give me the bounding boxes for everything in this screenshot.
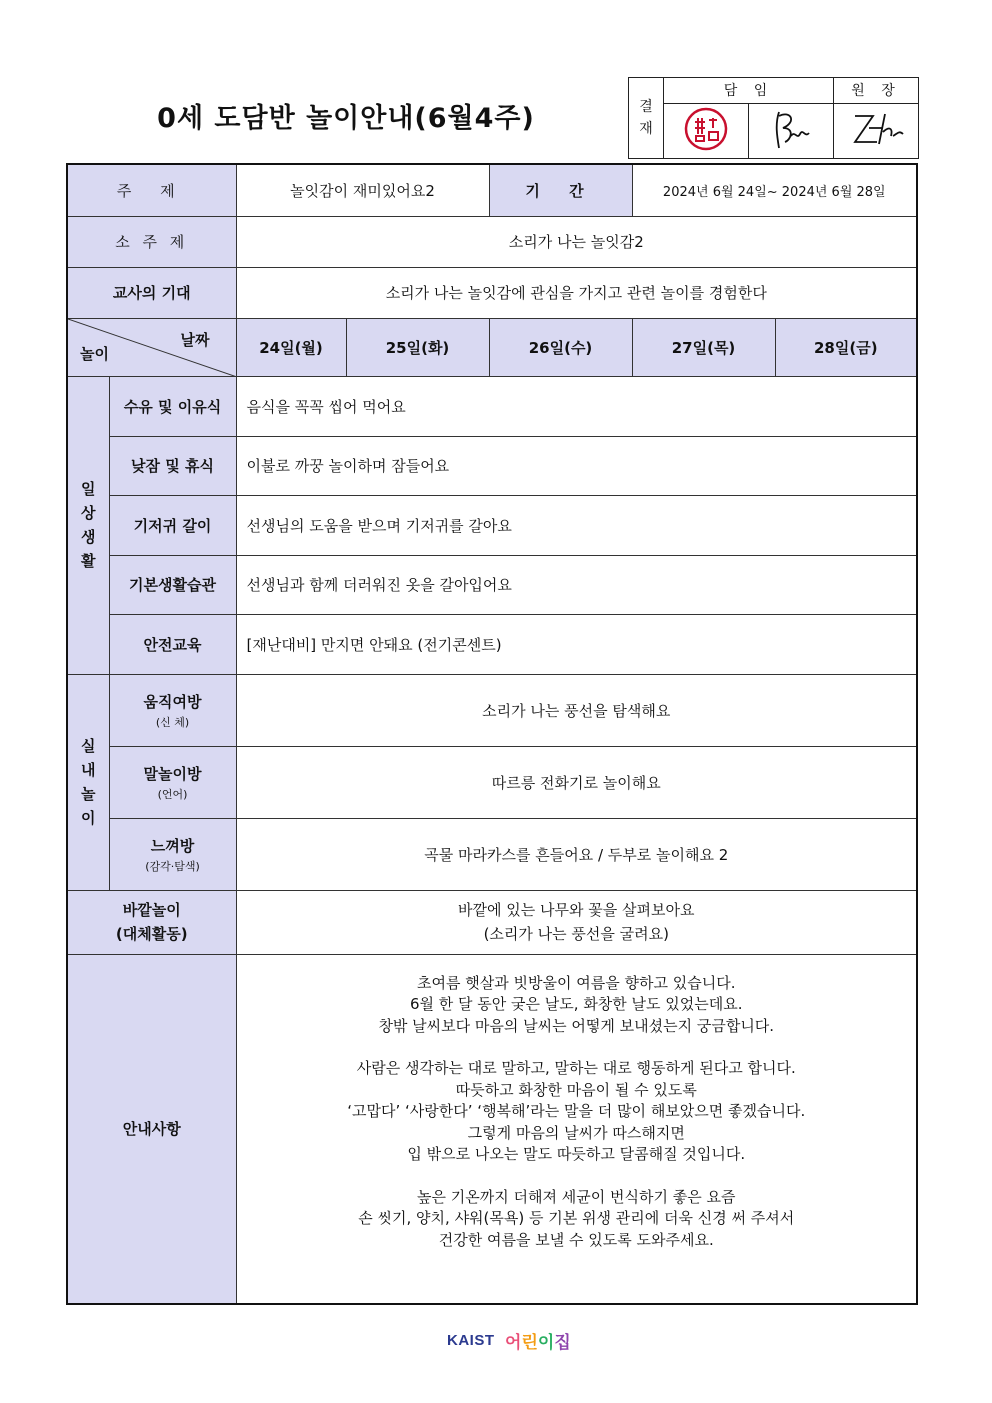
daily-row-value: [재난대비] 만지면 안돼요 (전기콘센트)	[236, 614, 917, 674]
director-signature-icon	[834, 103, 919, 158]
daily-life-group-label: 일 상 생 활	[67, 376, 109, 674]
seal-icon	[664, 103, 749, 158]
expectation-value: 소리가 나는 놀잇감에 관심을 가지고 관련 놀이를 경험한다	[236, 267, 917, 318]
logo-text-kr: 어린이집	[505, 1333, 571, 1353]
day-thu: 27일(목)	[632, 318, 775, 376]
period-value: 2024년 6월 24일~ 2024년 6월 28일	[632, 164, 917, 216]
indoor-row-label: 말놀이방 (언어)	[109, 746, 236, 818]
indoor-row-value: 곡물 마라카스를 흔들어요 / 두부로 놀이해요 2	[236, 818, 917, 890]
notice-label: 안내사항	[67, 954, 236, 1304]
play-plan-table	[66, 163, 918, 1305]
indoor-row-label: 느껴방 (감각·탐색)	[109, 818, 236, 890]
approval-col-director: 원 장	[834, 78, 919, 104]
day-fri: 28일(금)	[775, 318, 917, 376]
approval-box	[628, 77, 919, 159]
expectation-label: 교사의 기대	[67, 267, 236, 318]
indoor-play-group-label: 실 내 놀 이	[67, 674, 109, 890]
indoor-row-value: 따르릉 전화기로 놀이해요	[236, 746, 917, 818]
notice-text: 초여름 햇살과 빗방울이 여름을 향하고 있습니다. 6월 한 달 동안 궂은 날도, 화창한 날도 있었는데요. 창밖 날씨보다 마음의 날씨는 어떻게 보내셨는지 궁금합니다. 사람은 생각하는 대로 말하고, 말하는 대로 행동하게 된다고 합니다. 따듯하고 화창한 마음이 될 수 있도록 ‘고맙다’ ‘사랑한다’ ‘행복해’라는 말을 더 많이 해보았으면 좋겠습니다. 그렇게 마음의 날씨가 따스해지면 입 밖으로 나오는 말도 따듯하고 달콤해질 것입니다. 높은 기온까지 더해져 세균이 번식하기 좋은 요즘 손 씻기, 양치, 샤워(목욕) 등 기본 위생 관리에 더욱 신경 써 주셔서 건강한 여름을 보낼 수 있도록 도와주세요.	[236, 954, 917, 1304]
day-mon: 24일(월)	[236, 318, 346, 376]
day-wed: 26일(수)	[489, 318, 632, 376]
approval-label: 결 재	[629, 78, 664, 159]
kaist-daycare-logo	[447, 1326, 573, 1356]
daily-row-label: 기저귀 갈이	[109, 495, 236, 555]
logo-text-en: KAIST	[447, 1332, 495, 1349]
date-play-corner: 날짜 놀이	[67, 318, 236, 376]
daily-row-label: 안전교육	[109, 614, 236, 674]
outdoor-value: 바깥에 있는 나무와 꽃을 살펴보아요 (소리가 나는 풍선을 굴려요)	[236, 890, 917, 954]
indoor-row-label: 움직여방 (신 체)	[109, 674, 236, 746]
indoor-row-value: 소리가 나는 풍선을 탐색해요	[236, 674, 917, 746]
theme-value: 놀잇감이 재미있어요2	[236, 164, 489, 216]
subtheme-value: 소리가 나는 놀잇감2	[236, 216, 917, 267]
day-tue: 25일(화)	[346, 318, 489, 376]
daily-row-label: 낮잠 및 휴식	[109, 436, 236, 495]
period-label: 기 간	[489, 164, 632, 216]
page-title: 0세 도담반 놀이안내(6월4주)	[157, 103, 535, 134]
daily-row-label: 수유 및 이유식	[109, 376, 236, 436]
subtheme-label: 소 주 제	[67, 216, 236, 267]
daily-row-value: 선생님과 함께 더러워진 옷을 갈아입어요	[236, 555, 917, 614]
teacher-signature-icon	[749, 103, 834, 158]
daily-row-value: 선생님의 도움을 받으며 기저귀를 갈아요	[236, 495, 917, 555]
theme-label: 주 제	[67, 164, 236, 216]
daily-row-value: 음식을 꼭꼭 씹어 먹어요	[236, 376, 917, 436]
approval-col-teacher: 담 임	[664, 78, 834, 104]
daily-row-label: 기본생활습관	[109, 555, 236, 614]
daily-row-value: 이불로 까꿍 놀이하며 잠들어요	[236, 436, 917, 495]
outdoor-label: 바깥놀이 (대체활동)	[67, 890, 236, 954]
